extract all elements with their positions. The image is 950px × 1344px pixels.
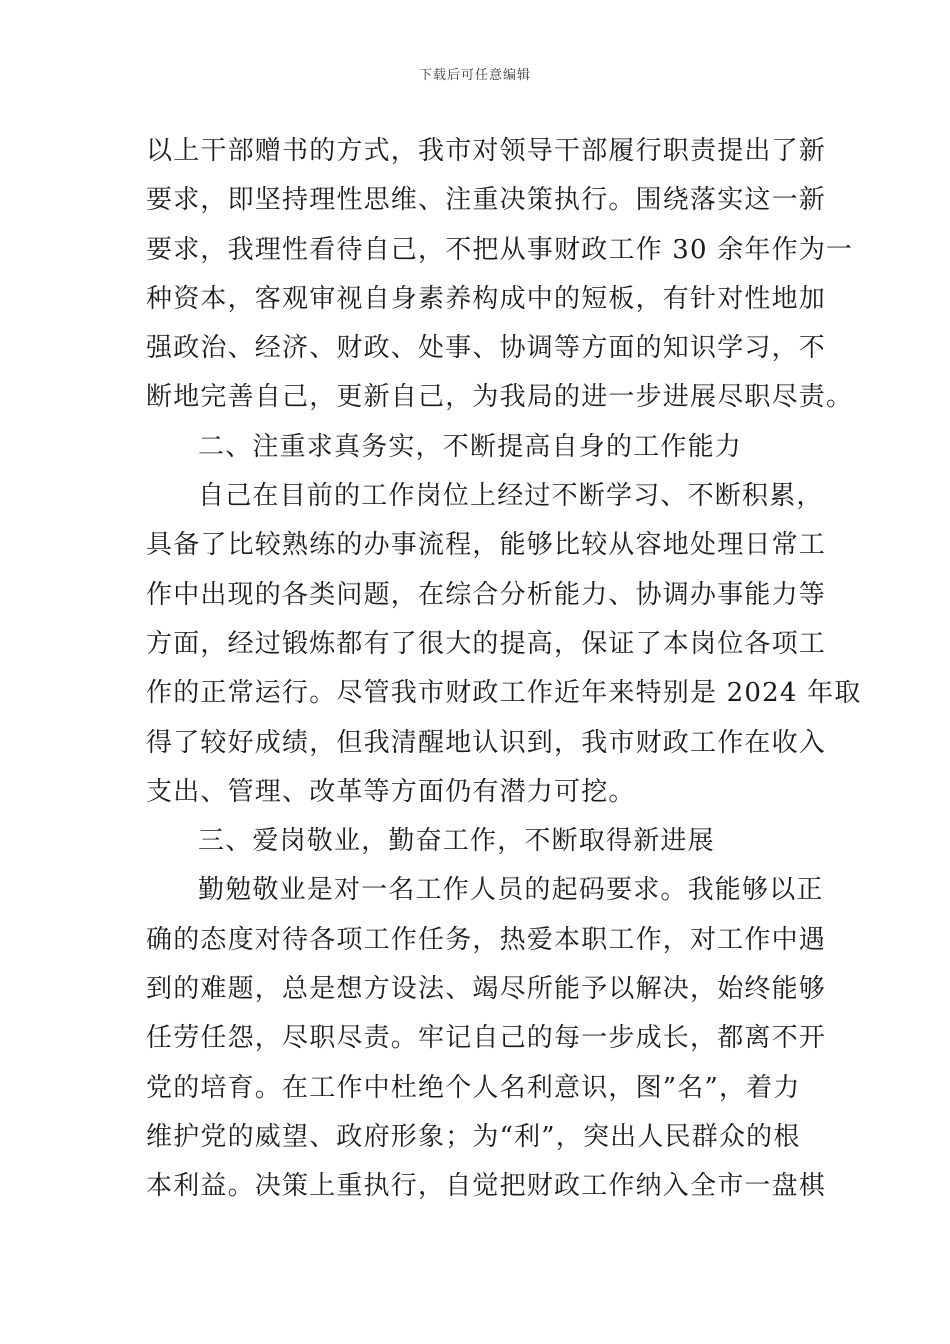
text-line: 党的培育。在工作中杜绝个人名利意识，图”名”，着力 (146, 1072, 801, 1103)
text-line: 断地完善自己，更新自己，为我局的进一步进展尽职尽责。 (146, 382, 854, 413)
text-line: 方面，经过锻炼都有了很大的提高，保证了本岗位各项工 (146, 628, 827, 659)
text-line: 强政治、经济、财政、处事、协调等方面的知识学习，不 (146, 333, 827, 364)
text-line: 以上干部赠书的方式，我市对领导干部履行职责提出了新 (146, 136, 827, 166)
text-line: 到的难题，总是想方设法、竭尽所能予以解决，始终能够 (146, 974, 827, 1005)
text-line: 作中出现的各类问题，在综合分析能力、协调办事能力等 (146, 579, 827, 610)
text-line: 本利益。决策上重执行，自觉把财政工作纳入全市一盘棋 (146, 1171, 827, 1202)
text-line: 维护党的威望、政府形象；为“利”，突出人民群众的根 (146, 1121, 801, 1152)
text-line: 要求，即坚持理性思维、注重决策执行。围绕落实这一新 (146, 185, 827, 216)
text-line: 确的态度对待各项工作任务，热爱本职工作，对工作中遇 (146, 924, 827, 955)
text-line: 要求，我理性看待自己，不把从事财政工作 30 余年作为一 (146, 234, 854, 265)
text-line: 作的正常运行。尽管我市财政工作近年来特别是 2024 年取 (146, 678, 862, 709)
text-line: 种资本，客观审视自身素养构成中的短板，有针对性地加 (146, 283, 827, 314)
section-heading: 三、爱岗敬业，勤奋工作，不断取得新进展 (198, 826, 715, 857)
paragraph-start-line: 勤勉敬业是对一名工作人员的起码要求。我能够以正 (198, 875, 824, 906)
text-line: 任劳任怨，尽职尽责。牢记自己的每一步成长，都离不开 (146, 1023, 827, 1054)
document-body (146, 127, 862, 1212)
paragraph-start-line: 自己在目前的工作岗位上经过不断学习、不断积累， (198, 481, 824, 512)
text-line: 得了较好成绩，但我清醒地认识到，我市财政工作在收入 (146, 727, 827, 758)
text-line: 支出、管理、改革等方面仍有潜力可挖。 (146, 776, 636, 807)
text-line: 具备了比较熟练的办事流程，能够比较从容地处理日常工 (146, 530, 827, 561)
section-heading: 二、注重求真务实，不断提高自身的工作能力 (198, 431, 743, 462)
header-note: 下载后可任意编辑 (418, 68, 531, 83)
